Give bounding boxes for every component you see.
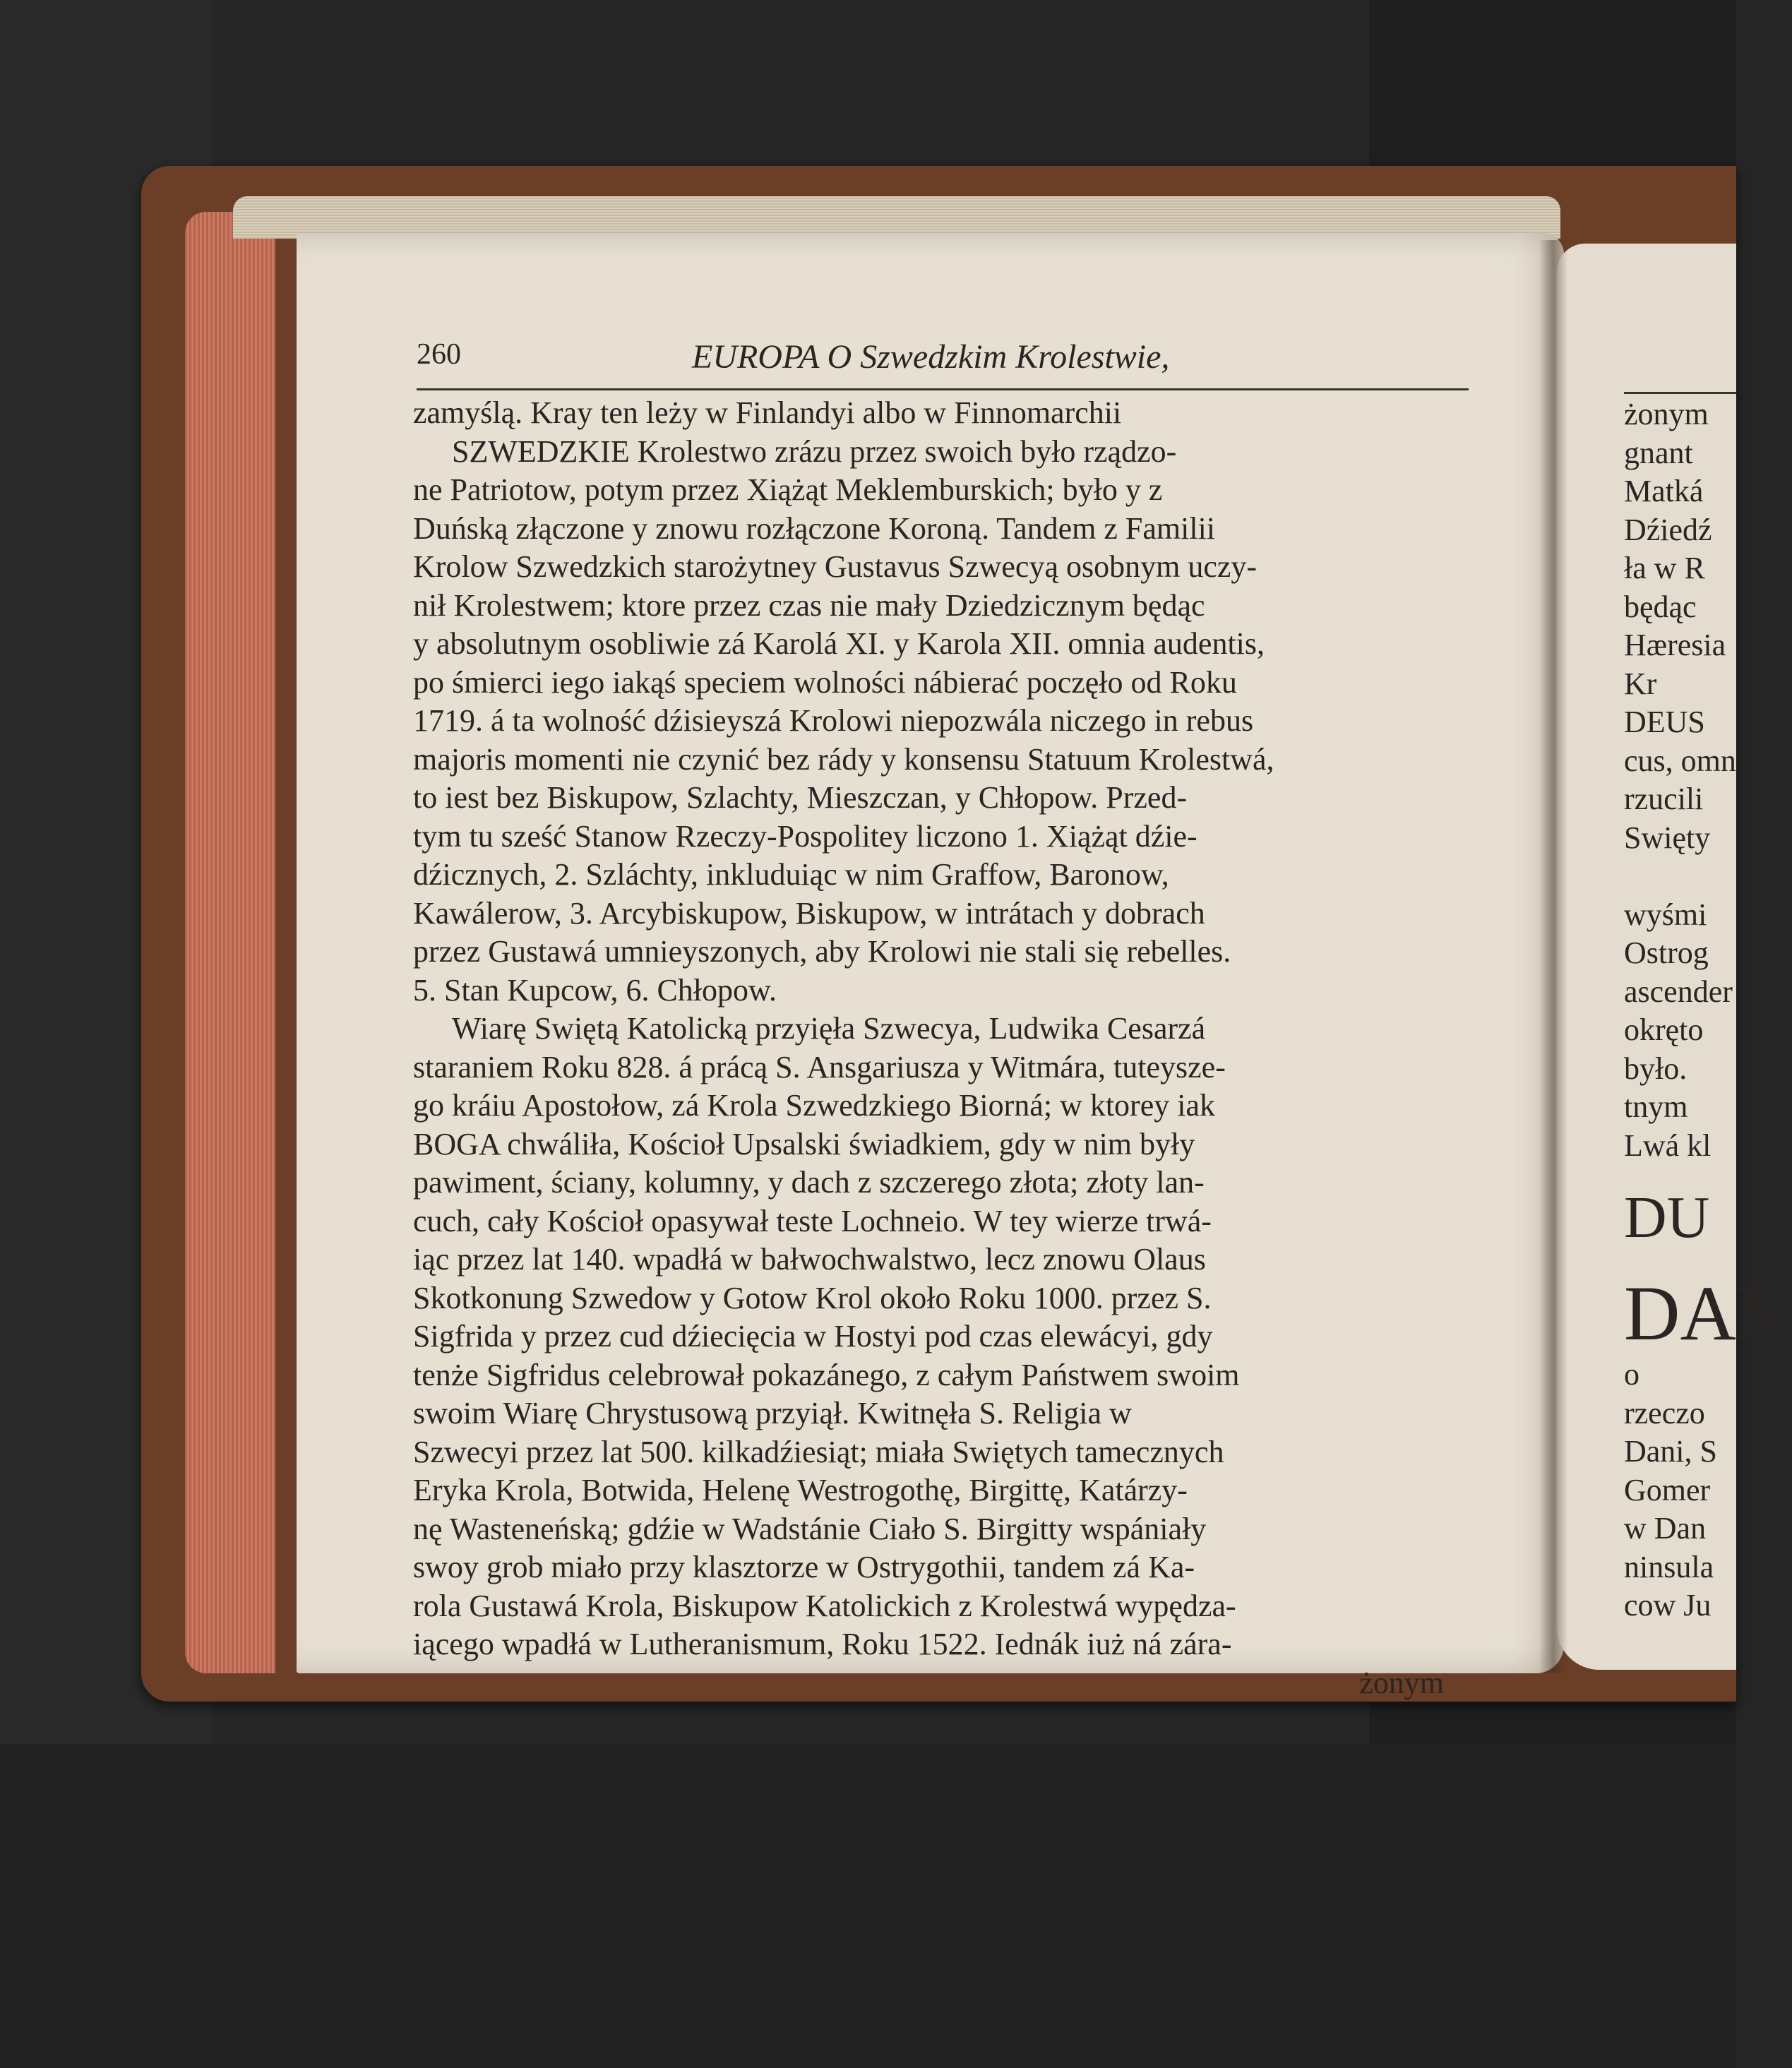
text-line: Krolow Szwedzkich starożytney Gustavus Szwecyą osobnym uczy-: [413, 549, 1258, 584]
text-line: tnym: [1624, 1089, 1688, 1124]
text-line: ascender: [1624, 974, 1733, 1009]
text-line: 5. Stan Kupcow, 6. Chłopow.: [413, 972, 777, 1008]
text-line: żonym: [1624, 397, 1709, 431]
text-line: go kráiu Apostołow, zá Krola Szwedzkiego Biorná; w ktorey iak: [413, 1088, 1215, 1123]
text-line: iącego wpadłá w Lutheranismum, Roku 1522. Iednák iuż ná zára-: [413, 1627, 1232, 1661]
text-line: Szwecyi przez lat 500. kilkadźiesiąt; miała Swiętych tamecznych: [413, 1434, 1224, 1469]
text-line: tenże Sigfridus celebrował pokazánego, z całym Państwem swoim: [413, 1357, 1240, 1392]
text-line: y absolutnym osobliwie zá Karolá XI. y Karola XII. omnia audentis,: [413, 626, 1265, 661]
text-line: 1719. á ta wolność dźisieyszá Krolowi niepozwála niczego in rebus: [413, 703, 1254, 738]
text-line: Ostrog: [1624, 936, 1709, 970]
text-line: zamyślą. Kray ten leży w Finlandyi albo w Finnomarchii: [413, 395, 1122, 430]
text-line: będąc: [1624, 589, 1697, 624]
text-line: po śmierci iego iakąś speciem wolności nábierać poczęło od Roku: [413, 664, 1237, 700]
text-line: wyśmi: [1624, 897, 1707, 932]
text-line: tym tu sześć Stanow Rzeczy-Pospolitey liczono 1. Xiążąt dźie-: [413, 818, 1197, 854]
text-line: Wiarę Swiętą Katolicką przyięła Szwecya, Ludwika Cesarzá: [452, 1011, 1206, 1046]
page-stack-top: [233, 196, 1560, 239]
text-line: rola Gustawá Krola, Biskupow Katolickich z Krolestwá wypędza-: [413, 1588, 1236, 1623]
text-line: [1624, 857, 1736, 896]
text-line: majoris momenti nie czynić bez rády y konsensu Statuum Krolestwá,: [413, 741, 1274, 777]
text-line: Duńską złączone y znowu rozłączone Koroną. Tandem z Familii: [413, 510, 1216, 546]
text-line: Lwá kl: [1624, 1128, 1712, 1163]
text-line: Gomer: [1624, 1472, 1711, 1507]
text-line: Kawálerow, 3. Arcybiskupow, Biskupow, w intrátach y dobrach: [413, 895, 1205, 931]
section-title: DU: [1624, 1185, 1710, 1250]
text-line: to iest bez Biskupow, Szlachty, Mieszczan, y Chłopow. Przed-: [413, 780, 1188, 815]
background-bottom: [0, 1744, 1736, 2068]
text-line: Dźiedź: [1624, 512, 1712, 547]
text-line: Eryka Krola, Botwida, Helenę Westrogothę, Birgittę, Katárzy-: [413, 1473, 1188, 1507]
text-line: swoy grob miało przy klasztorze w Ostrygothii, tandem zá Ka-: [413, 1550, 1195, 1584]
text-line: ne Patriotow, potym przez Xiążąt Meklemburskich; było y z: [413, 472, 1163, 507]
text-line: cuch, cały Kościoł opasywał teste Lochneio. W tey wierze trwá-: [413, 1203, 1212, 1238]
running-head: EUROPA O Szwedzkim Krolestwie,: [692, 338, 1170, 376]
drop-cap: DAN: [1624, 1270, 1792, 1356]
catchword: żonym: [1359, 1665, 1444, 1700]
text-line: okręto: [1624, 1012, 1704, 1047]
text-line: Dani, S: [1624, 1434, 1717, 1469]
text-line: rzucili: [1624, 782, 1704, 816]
text-line: Swięty: [1624, 820, 1711, 855]
text-line: ninsula: [1624, 1549, 1714, 1584]
text-line: pawiment, ściany, kolumny, y dach z szczerego złota; złoty lan-: [413, 1165, 1205, 1200]
text-line: Hæresia: [1624, 628, 1726, 662]
left-page-header: [417, 337, 1476, 387]
text-line: nił Krolestwem; ktore przez czas nie mały Dziedzicznym będąc: [413, 587, 1205, 623]
text-line: Kr: [1624, 666, 1657, 701]
right-page-text: [1624, 395, 1792, 1625]
right-header-rule: [1624, 392, 1736, 394]
text-line: swoim Wiarę Chrystusową przyiął. Kwitnęła S. Religia w: [413, 1396, 1132, 1430]
text-line: w Dan: [1624, 1511, 1707, 1546]
text-line: BOGA chwáliła, Kościoł Upsalski świadkiem, gdy w nim były: [413, 1126, 1195, 1161]
left-page-text: [413, 394, 1486, 1702]
page-number: 260: [417, 338, 461, 371]
text-line: Sigfrida y przez cud dźiecięcia w Hostyi pod czas elewácyi, gdy: [413, 1319, 1213, 1353]
header-rule: [417, 388, 1469, 390]
text-line: nę Wasteneńską; gdźie w Wadstánie Ciało S. Birgitty wspániały: [413, 1511, 1207, 1546]
text-line: było.: [1624, 1051, 1688, 1086]
text-line: o: [1624, 1357, 1639, 1392]
text-line: SZWEDZKIE Krolestwo zrázu przez swoich było rządzo-: [452, 434, 1177, 469]
text-line: Skotkonung Szwedow y Gotow Krol około Roku 1000. przez S.: [413, 1280, 1212, 1315]
text-line: dźicznych, 2. Szláchty, inkluduiąc w nim Graffow, Baronow,: [413, 857, 1169, 892]
text-line: cow Ju: [1624, 1588, 1712, 1622]
book-gutter: [1539, 240, 1567, 1673]
page-edge-red: [185, 212, 275, 1673]
text-line: rzeczo: [1624, 1395, 1705, 1430]
text-line: iąc przez lat 140. wpadłá w bałwochwalstwo, lecz znowu Olaus: [413, 1242, 1206, 1277]
text-line: staraniem Roku 828. á prácą S. Ansgariusza y Witmára, tuteysze-: [413, 1049, 1226, 1084]
text-line: gnant: [1624, 435, 1693, 470]
text-line: ła w R: [1624, 551, 1705, 585]
text-line: przez Gustawá umnieyszonych, aby Krolowi nie stali się rebelles.: [413, 934, 1231, 969]
text-line: Matká: [1624, 474, 1704, 508]
text-line: cus, omn: [1624, 743, 1736, 778]
text-line: DEUS: [1624, 705, 1705, 739]
